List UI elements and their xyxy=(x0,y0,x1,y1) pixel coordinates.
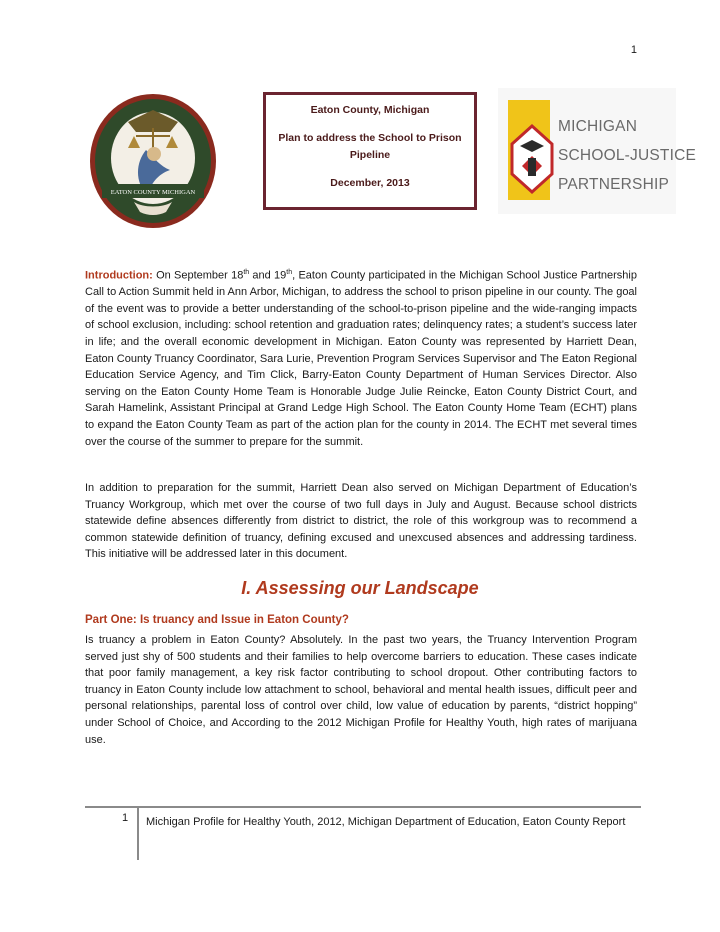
introduction-paragraph xyxy=(85,265,637,450)
title-date: December, 2013 xyxy=(330,177,410,189)
intro-text-b: and 19 xyxy=(249,269,287,282)
msjp-line-2: SCHOOL-JUSTICE xyxy=(558,147,697,164)
intro-sup-b: th xyxy=(286,269,293,276)
part-one-heading: Part One: Is truancy and Issue in Eaton County? xyxy=(85,614,349,626)
title-pipeline: Pipeline xyxy=(349,149,391,161)
msjp-logo-text xyxy=(558,112,696,199)
title-plan: Plan to address the School to Prison xyxy=(278,132,462,144)
msjp-line-3: PARTNERSHIP xyxy=(558,176,670,193)
title-box xyxy=(263,92,477,210)
seal-banner-text: EATON COUNTY MICHIGAN xyxy=(110,189,196,196)
title-county: Eaton County, Michigan xyxy=(310,104,430,116)
msjp-line-1: MICHIGAN xyxy=(558,118,638,135)
footnote-text: Michigan Profile for Healthy Youth, 2012, Michigan Department of Education, Eaton County Report xyxy=(146,816,626,828)
preparation-paragraph: In addition to preparation for the summit, Harriett Dean also served on Michigan Department of Education’s Truancy Workgroup, which met over the course of two full days in July and August. Because school districts statewide define absences differently from district to district, the role of this workgroup was to recommend a common statewide definition of truancy, defining excused and unexcused absences and addressing tardiness. This initiative will be addressed later in this document. xyxy=(85,482,637,561)
truancy-paragraph: Is truancy a problem in Eaton County? Absolutely. In the past two years, the Truancy Intervention Program served just shy of 500 students and their families to help overcome barriers to education. These cases indicate that poor family management, a key risk factor contributing to school dropout. Other contributing factors to truancy in Eaton County include low attachment to school, behavioral and mental health issues, difficult peer and personal relationships, parental loss of control over child, low value of education by parents, “district hopping” under School of Choice, and According to the 2012 Michigan Profile for Healthy Youth, high rates of marijuana use. xyxy=(85,634,637,746)
page-number: 1 xyxy=(630,44,637,56)
eaton-county-seal-icon xyxy=(88,92,218,230)
intro-text-a: On September 18 xyxy=(152,269,244,282)
introduction-label: Introduction: xyxy=(85,269,153,282)
footnote-number: 1 xyxy=(122,812,129,824)
section-heading: I. Assessing our Landscape xyxy=(241,578,479,598)
footnote-bar xyxy=(137,808,139,860)
intro-sup-a: th xyxy=(243,269,250,276)
footnote-divider xyxy=(85,806,641,808)
intro-text-c: , Eaton County participated in the Michigan School Justice Partnership Call to Action Summit held in Ann Arbor, Michigan, to address the school to prison pipeline in our county. The goal of the event was to provide a better understanding of the school-to-prison pipeline and the wide-ranging impacts of school exclusion, including: school retention and graduation rates; delinquency rates; a student’s success later in life; and the overall economic development in Michigan. Eaton County was represented by Harriett Dean, Eaton County Truancy Coordinator, Sara Lurie, Prevention Program Services Supervisor and The Eaton Regional Education Service Agency, and Tim Click, Barry-Eaton County Department of Human Services Director. Also serving on the Eaton County Home Team is Honorable Judge Julie Reincke, Eaton County District Court, and Sarah Hamelink, Assistant Principal at Grand Ledge High School. The Eaton County Home Team (ECHT) plans to expand the Eaton County Team as part of the action plan for the county in 2014. The ECHT met several times over the course of the summer to prepare for the summit. xyxy=(85,269,637,448)
